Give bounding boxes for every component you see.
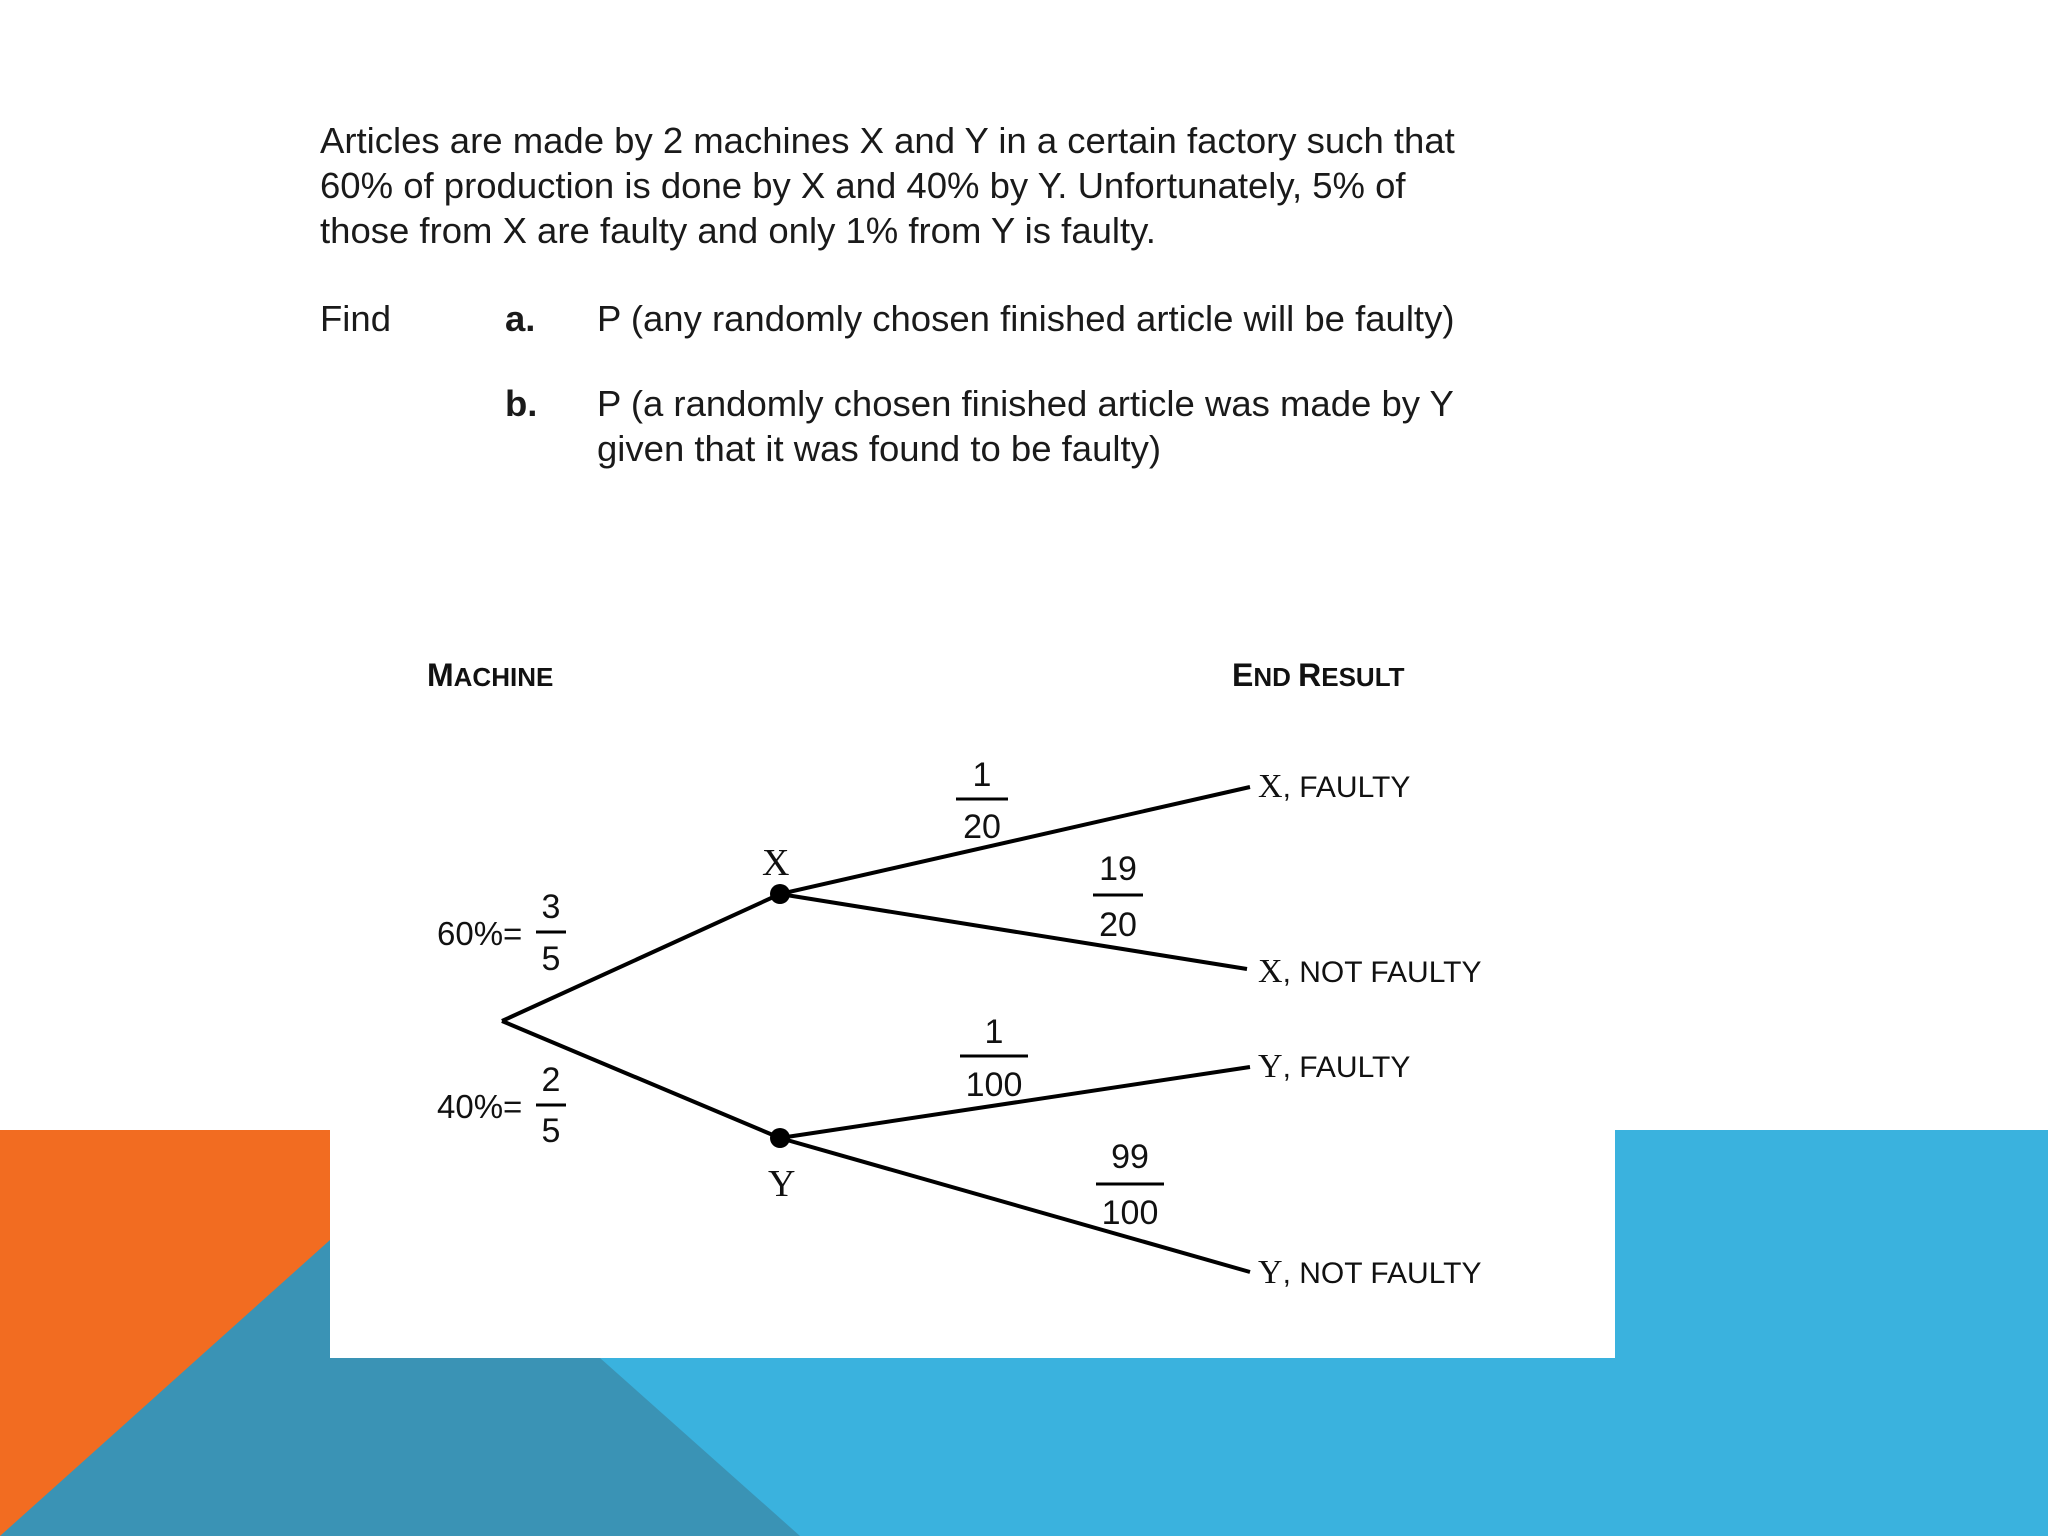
result-x-faulty: X, FAULTY xyxy=(1258,768,1411,805)
result-y-faulty: Y, FAULTY xyxy=(1258,1048,1411,1085)
question-b-text-line-1: P (a randomly chosen finished article was made by Y xyxy=(597,383,1454,424)
y-not-faulty-numerator: 99 xyxy=(1111,1138,1149,1176)
header-machine: MACHINE xyxy=(427,657,554,693)
problem-line-3: those from X are faulty and only 1% from Y is faulty. xyxy=(320,210,1156,251)
question-a-letter: a. xyxy=(505,298,536,339)
question-b-text-line-2: given that it was found to be faulty) xyxy=(597,428,1162,469)
question-b-letter: b. xyxy=(505,383,538,424)
node-x-label: X xyxy=(762,842,790,884)
node-y-label: Y xyxy=(768,1163,796,1205)
branch-y-denominator: 5 xyxy=(541,1112,561,1150)
question-a-text: P (any randomly chosen finished article will be faulty) xyxy=(597,298,1455,339)
x-not-faulty-numerator: 19 xyxy=(1099,850,1137,888)
branch-x-percent: 60%= xyxy=(437,915,523,952)
y-faulty-denominator: 100 xyxy=(965,1066,1023,1104)
y-faulty-numerator: 1 xyxy=(984,1013,1004,1051)
problem-line-2: 60% of production is done by X and 40% by Y. Unfortunately, 5% of xyxy=(320,165,1406,206)
y-not-faulty-denominator: 100 xyxy=(1101,1194,1159,1232)
branch-y-percent: 40%= xyxy=(437,1088,523,1125)
branch-y-numerator: 2 xyxy=(541,1061,561,1099)
branch-x-denominator: 5 xyxy=(541,940,561,978)
result-y-not-faulty: Y, NOT FAULTY xyxy=(1258,1254,1482,1291)
x-faulty-numerator: 1 xyxy=(972,756,992,794)
node-x-dot xyxy=(770,884,790,904)
node-y-dot xyxy=(770,1128,790,1148)
problem-line-1: Articles are made by 2 machines X and Y in a certain factory such that xyxy=(320,120,1455,161)
branch-y-not-faulty xyxy=(780,1138,1250,1272)
header-end-result: END RESULT xyxy=(1232,657,1405,693)
x-faulty-denominator: 20 xyxy=(963,808,1001,846)
find-label: Find xyxy=(320,298,392,339)
branch-x-not-faulty xyxy=(780,894,1247,969)
branch-x-faulty xyxy=(780,787,1250,894)
x-not-faulty-denominator: 20 xyxy=(1099,906,1137,944)
branch-x-numerator: 3 xyxy=(541,888,561,926)
result-x-not-faulty: X, NOT FAULTY xyxy=(1258,953,1482,990)
